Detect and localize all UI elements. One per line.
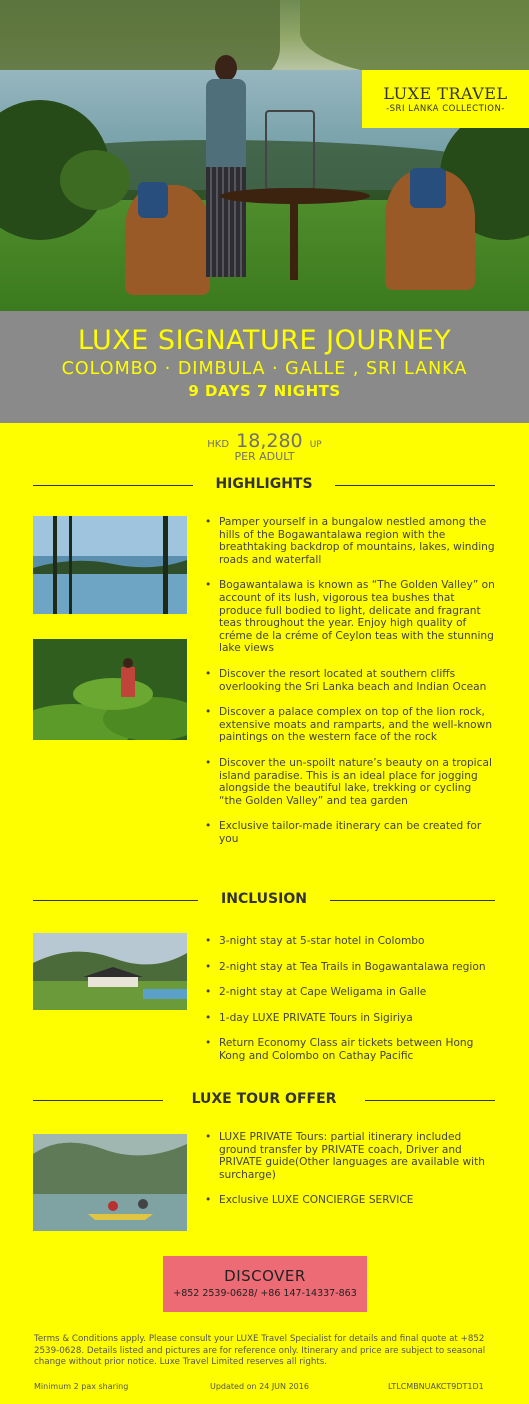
- highlights-list: [205, 516, 495, 858]
- contact-phones: +852 2539-0628/ +86 147-14337-863: [173, 1288, 357, 1299]
- list-item: • Pamper yourself in a bungalow nestled among the hills of the Bogawantalawa region with the breathtaking backdrop of mountains, lakes, winding roads and waterfall: [205, 516, 495, 566]
- inclusion-title: INCLUSION: [221, 891, 307, 907]
- list-item: • 1-day LUXE PRIVATE Tours in Sigiriya: [205, 1012, 495, 1025]
- hero-image: [0, 0, 529, 311]
- journey-duration: 9 DAYS 7 NIGHTS: [188, 382, 341, 400]
- inclusion-list: [205, 935, 495, 1076]
- price-suffix: UP: [309, 440, 322, 450]
- resort-photo: [33, 933, 187, 1010]
- brand-badge: [362, 70, 529, 128]
- product-code: LTLCMBNUAKCT9DT1D1: [388, 1382, 484, 1391]
- highlights-title: HIGHLIGHTS: [215, 476, 313, 492]
- brand-subtitle: -SRI LANKA COLLECTION-: [386, 104, 505, 114]
- offer-list: [205, 1131, 495, 1220]
- inclusion-heading: [33, 891, 495, 909]
- list-item: • Discover the resort located at southern cliffs overlooking the Sri Lanka beach and Indian Ocean: [205, 668, 495, 693]
- updated-date: Updated on 24 JUN 2016: [210, 1382, 309, 1391]
- list-item: • Exclusive LUXE CONCIERGE SERVICE: [205, 1194, 495, 1207]
- discover-button[interactable]: [163, 1256, 367, 1312]
- list-item: • Bogawantalawa is known as “The Golden Valley” on account of its lush, vigorous tea bushes that produce full bodied to light, delicate and fragrant teas throughout the year. Enjoy high quality of créme de la créme of Ceylon teas with the stunning lake views: [205, 579, 495, 655]
- lake-photo: [33, 516, 187, 614]
- list-item: • Discover the un-spoilt nature’s beauty on a tropical island paradise. This is an ideal place for jogging alongside the beautiful lake, trekking or cycling “the Golden Valley” and tea garden: [205, 757, 495, 807]
- price-per: PER ADULT: [234, 450, 295, 463]
- list-item: • LUXE PRIVATE Tours: partial itinerary included ground transfer by PRIVATE coach, Driver and PRIVATE guide(Other languages are available with surcharge): [205, 1131, 495, 1181]
- list-item: • 3-night stay at 5-star hotel in Colombo: [205, 935, 495, 948]
- hero-butler: [200, 55, 250, 285]
- min-pax-note: Minimum 2 pax sharing: [34, 1382, 129, 1391]
- price-amount: 18,280: [236, 430, 303, 452]
- hero-cushion: [138, 182, 168, 218]
- list-item: • Return Economy Class air tickets between Hong Kong and Colombo on Cathay Pacific: [205, 1037, 495, 1062]
- journey-title: LUXE SIGNATURE JOURNEY: [77, 325, 452, 356]
- price-block: [0, 430, 529, 463]
- terms-text: Terms & Conditions apply. Please consult your LUXE Travel Specialist for details and final quote at +852 2539-0628. Details listed and pictures are for reference only. Itinerary and price are subject to seasonal change without prior notice. Luxe Travel Limited reserves all rights.: [34, 1334, 486, 1368]
- journey-banner: [0, 311, 529, 423]
- hero-cushion: [410, 168, 446, 208]
- discover-label: DISCOVER: [224, 1267, 306, 1285]
- hero-table-leg: [290, 200, 298, 280]
- list-item: • Exclusive tailor-made itinerary can be created for you: [205, 820, 495, 845]
- list-item: • 2-night stay at Cape Weligama in Galle: [205, 986, 495, 999]
- tea-plantation-photo: [33, 639, 187, 740]
- hero-hill: [300, 0, 529, 80]
- hero-cake-stand: [265, 110, 315, 190]
- hero-tree: [60, 150, 130, 210]
- list-item: • 2-night stay at Tea Trails in Bogawantalawa region: [205, 961, 495, 974]
- journey-route: COLOMBO · DIMBULA · GALLE , SRI LANKA: [61, 359, 468, 379]
- offer-title: LUXE TOUR OFFER: [191, 1091, 337, 1107]
- offer-heading: [33, 1091, 495, 1109]
- list-item: • Discover a palace complex on top of the lion rock, extensive moats and ramparts, and the well-known paintings on the western face of the rock: [205, 706, 495, 744]
- brand-title: LUXE TRAVEL: [383, 84, 508, 103]
- price-currency: HKD: [207, 439, 230, 450]
- highlights-heading: [33, 476, 495, 494]
- kayak-photo: [33, 1134, 187, 1231]
